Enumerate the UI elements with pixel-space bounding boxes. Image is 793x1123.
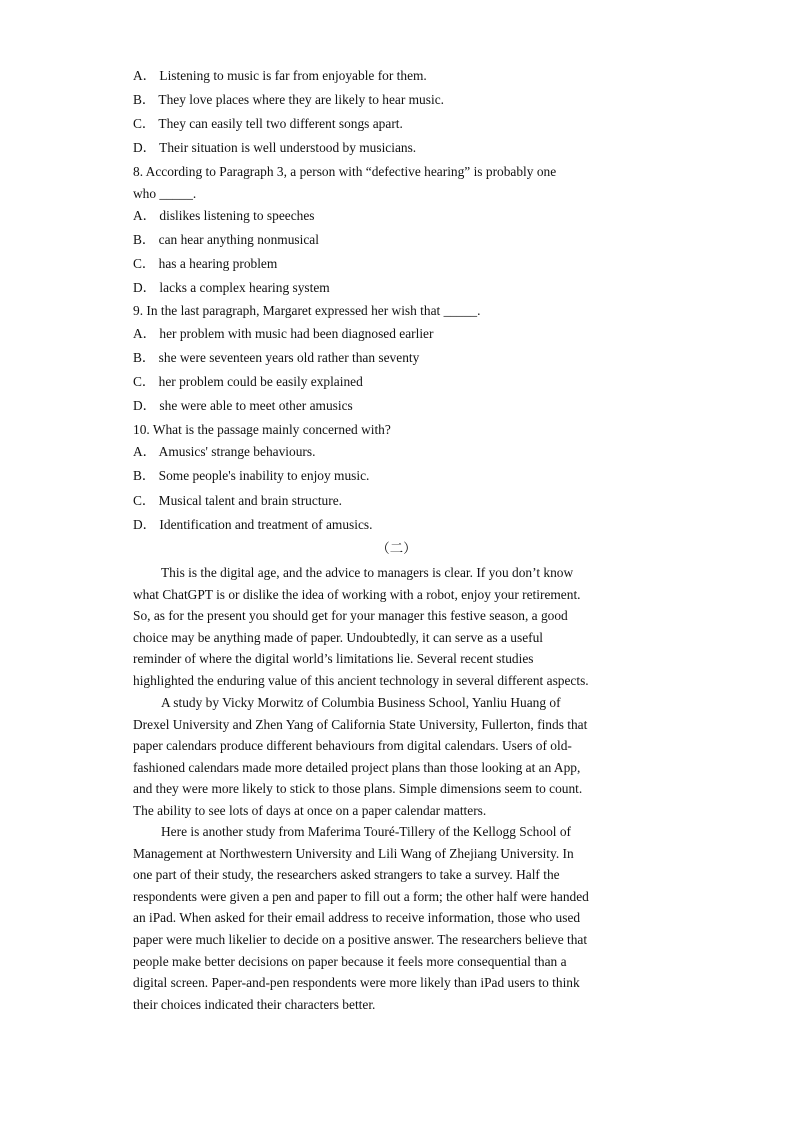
option-line: C． They can easily tell two different songs apart.: [133, 116, 403, 131]
option-line: B． They love places where they are likely to hear music.: [133, 92, 444, 107]
option-line: A． Amusics' strange behaviours.: [133, 444, 316, 459]
passage-paragraph-1: [133, 562, 673, 692]
paragraph-line: what ChatGPT is or dislike the idea of working with a robot, enjoy your retirement.: [133, 586, 581, 602]
paragraph-line: This is the digital age, and the advice to managers is clear. If you don’t know: [161, 565, 574, 580]
paragraph-line: choice may be anything made of paper. Undoubtedly, it can serve as a useful: [133, 629, 544, 645]
paragraph-line: paper were much likelier to decide on a positive answer. The researchers believe that: [133, 931, 588, 947]
paragraph-line: digital screen. Paper-and-pen respondents were more likely than iPad users to think: [133, 975, 580, 991]
option-line: D． lacks a complex hearing system: [133, 280, 330, 295]
paragraph-line: Management at Northwestern University and Lili Wang of Zhejiang University. In: [133, 845, 574, 861]
paragraph-line: respondents were given a pen and paper to fill out a form; the other half were handed: [133, 888, 589, 904]
paragraph-line: an iPad. When asked for their email address to receive information, those who used: [133, 910, 581, 926]
option-line: C． Musical talent and brain structure.: [133, 493, 342, 508]
option-line: B． she were seventeen years old rather than seventy: [133, 350, 420, 365]
option-line: A． Listening to music is far from enjoyable for them.: [133, 68, 427, 83]
paragraph-line: A study by Vicky Morwitz of Columbia Business School, Yanliu Huang of: [161, 695, 561, 710]
paragraph-line: people make better decisions on paper because it feels more consequential than a: [133, 953, 567, 969]
paragraph-line: So, as for the present you should get for your manager this festive season, a good: [133, 608, 568, 624]
option-line: D． she were able to meet other amusics: [133, 398, 353, 413]
paragraph-line: reminder of where the digital world’s limitations lie. Several recent studies: [133, 651, 534, 667]
question-8-stem: 8. According to Paragraph 3, a person with “defective hearing” is probably one: [133, 164, 557, 179]
question-10-stem: 10. What is the passage mainly concerned with?: [133, 422, 391, 437]
section-heading: （二）: [376, 541, 417, 556]
paragraph-line: paper calendars produce different behaviours from digital calendars. Users of old-: [133, 738, 572, 754]
option-line: A． her problem with music had been diagnosed earlier: [133, 326, 434, 341]
option-line: B． can hear anything nonmusical: [133, 232, 319, 247]
paragraph-line: Drexel University and Zhen Yang of California State University, Fullerton, finds that: [133, 716, 588, 732]
paragraph-line: their choices indicated their characters better.: [133, 996, 376, 1012]
option-line: D． Their situation is well understood by musicians.: [133, 140, 417, 155]
option-line: C． has a hearing problem: [133, 256, 278, 271]
paragraph-line: The ability to see lots of days at once on a paper calendar matters.: [133, 802, 487, 818]
paragraph-line: one part of their study, the researchers asked strangers to take a survey. Half the: [133, 867, 560, 883]
paragraph-line: fashioned calendars made more detailed project plans than those looking at an App,: [133, 759, 581, 775]
paragraph-line: highlighted the enduring value of this ancient technology in several different aspects.: [133, 672, 589, 688]
option-line: D． Identification and treatment of amusics.: [133, 517, 373, 532]
passage-paragraph-3: [133, 821, 673, 1015]
question-9-stem: 9. In the last paragraph, Margaret expressed her wish that _____.: [133, 303, 481, 318]
paragraph-line: and they were more likely to stick to those plans. Simple dimensions seem to count.: [133, 781, 583, 797]
paragraph-line: Here is another study from Maferima Touré-Tillery of the Kellogg School of: [161, 824, 571, 839]
option-line: C． her problem could be easily explained: [133, 374, 363, 389]
option-line: B． Some people's inability to enjoy music.: [133, 468, 370, 483]
question-8-stem-cont: who _____.: [133, 186, 197, 201]
option-line: A． dislikes listening to speeches: [133, 208, 315, 223]
passage-paragraph-2: [133, 692, 673, 822]
